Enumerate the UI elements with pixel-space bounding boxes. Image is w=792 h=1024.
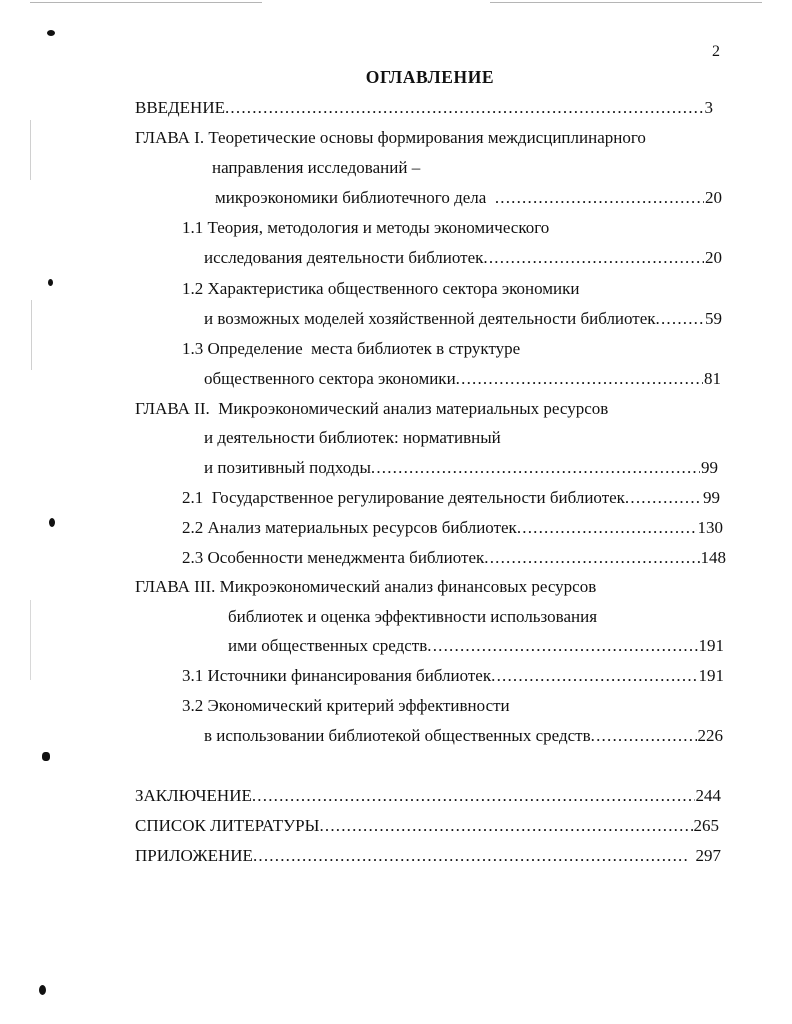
dot-leader — [656, 309, 704, 329]
toc-entry — [182, 666, 724, 686]
toc-entry — [135, 786, 721, 806]
toc-entry — [204, 309, 722, 329]
toc-entry — [182, 488, 720, 508]
toc-page-number: 191 — [698, 666, 724, 685]
toc-page-number: 99 — [701, 458, 718, 477]
toc-entry-text: 1.1 Теория, методология и методы экономического — [182, 218, 550, 237]
scan-speck — [48, 279, 53, 286]
page-number: 2 — [712, 43, 720, 60]
toc-entry-text: ГЛАВА I. Теоретические основы формирования междисциплинарного — [135, 128, 646, 147]
toc-entry-text: 1.3 Определение места библиотек в структуре — [182, 339, 521, 358]
toc-entry-text: ЗАКЛЮЧЕНИЕ — [135, 786, 252, 805]
scan-speck — [39, 985, 46, 995]
dot-leader — [427, 636, 697, 656]
toc-entry-text: и позитивный подходы — [204, 458, 371, 477]
dot-leader — [371, 458, 700, 478]
toc-entry — [204, 726, 723, 746]
scan-margin-line — [30, 600, 31, 680]
toc-entry-text: ими общественных средств — [228, 636, 428, 655]
dot-leader — [456, 369, 703, 389]
toc-entry-text: и деятельности библиотек: нормативный — [204, 428, 501, 447]
toc-entry — [135, 846, 721, 866]
toc-entry — [215, 188, 722, 208]
scan-edge-line — [490, 2, 762, 3]
toc-entry-text: 2.3 Особенности менеджмента библиотек — [182, 548, 485, 567]
toc-page-number: 244 — [695, 786, 721, 805]
toc-entry-text: микроэкономики библиотечного дела — [215, 188, 495, 207]
toc-entry-text: исследования деятельности библиотек — [204, 248, 484, 267]
toc-page-number: 59 — [705, 309, 722, 328]
toc-entry-text: общественного сектора экономики — [204, 369, 456, 388]
toc-entry-text: и возможных моделей хозяйственной деятельности библиотек — [204, 309, 656, 328]
toc-entry — [182, 548, 726, 568]
scan-edge-line — [30, 2, 262, 3]
dot-leader — [491, 666, 697, 686]
toc-entry-text: 3.2 Экономический критерий эффективности — [182, 696, 510, 715]
scan-margin-line — [30, 120, 31, 180]
scan-speck — [42, 752, 50, 761]
toc-entry — [204, 369, 721, 389]
toc-entry-text: ПРИЛОЖЕНИЕ — [135, 846, 253, 865]
toc-entry-text: в использовании библиотекой общественных средств — [204, 726, 591, 745]
toc-entry-text: ГЛАВА II. Микроэкономический анализ материальных ресурсов — [135, 399, 609, 418]
toc-page-number: 265 — [693, 816, 719, 835]
toc-entry-text: ГЛАВА III. Микроэкономический анализ финансовых ресурсов — [135, 577, 597, 596]
toc-entry-text: 3.1 Источники финансирования библиотек — [182, 666, 492, 685]
page-title: ОГЛАВЛЕНИЕ — [365, 67, 495, 87]
dot-leader — [225, 98, 704, 118]
dot-leader — [517, 518, 697, 538]
dot-leader — [625, 488, 702, 508]
toc-page-number: 81 — [704, 369, 721, 388]
dot-leader — [253, 846, 690, 866]
toc-page-number: 130 — [697, 518, 723, 537]
toc-entry — [135, 816, 719, 836]
toc-page-number: 297 — [691, 846, 721, 865]
dot-leader — [252, 786, 695, 806]
dot-leader — [319, 816, 692, 836]
toc-entry-text: библиотек и оценка эффективности использования — [228, 607, 598, 626]
toc-entry-text: 1.2 Характеристика общественного сектора экономики — [182, 279, 580, 298]
toc-entry-text: СПИСОК ЛИТЕРАТУРЫ — [135, 816, 320, 835]
dot-leader — [591, 726, 697, 746]
toc-page-number: 99 — [703, 488, 720, 507]
toc-entry — [228, 636, 724, 656]
toc-entry — [204, 458, 718, 478]
scan-speck — [47, 30, 55, 36]
dot-leader — [483, 248, 704, 268]
dot-leader — [495, 188, 704, 208]
toc-entry-text: направления исследований – — [212, 158, 421, 177]
toc-page-number: 3 — [704, 98, 713, 117]
toc-entry-text: 2.2 Анализ материальных ресурсов библиотек — [182, 518, 517, 537]
dot-leader — [484, 548, 699, 568]
toc-entry — [182, 518, 723, 538]
toc-entry — [204, 248, 722, 268]
scan-speck — [49, 518, 55, 527]
toc-entry — [135, 98, 713, 118]
toc-entry-text: ВВЕДЕНИЕ — [135, 98, 225, 117]
toc-page-number: 191 — [698, 636, 724, 655]
toc-page-number: 20 — [705, 188, 722, 207]
toc-page-number: 226 — [697, 726, 723, 745]
scan-margin-line — [31, 300, 32, 370]
toc-page-number: 148 — [700, 548, 726, 567]
toc-entry-text: 2.1 Государственное регулирование деятельности библиотек — [182, 488, 625, 507]
toc-page-number: 20 — [705, 248, 722, 267]
